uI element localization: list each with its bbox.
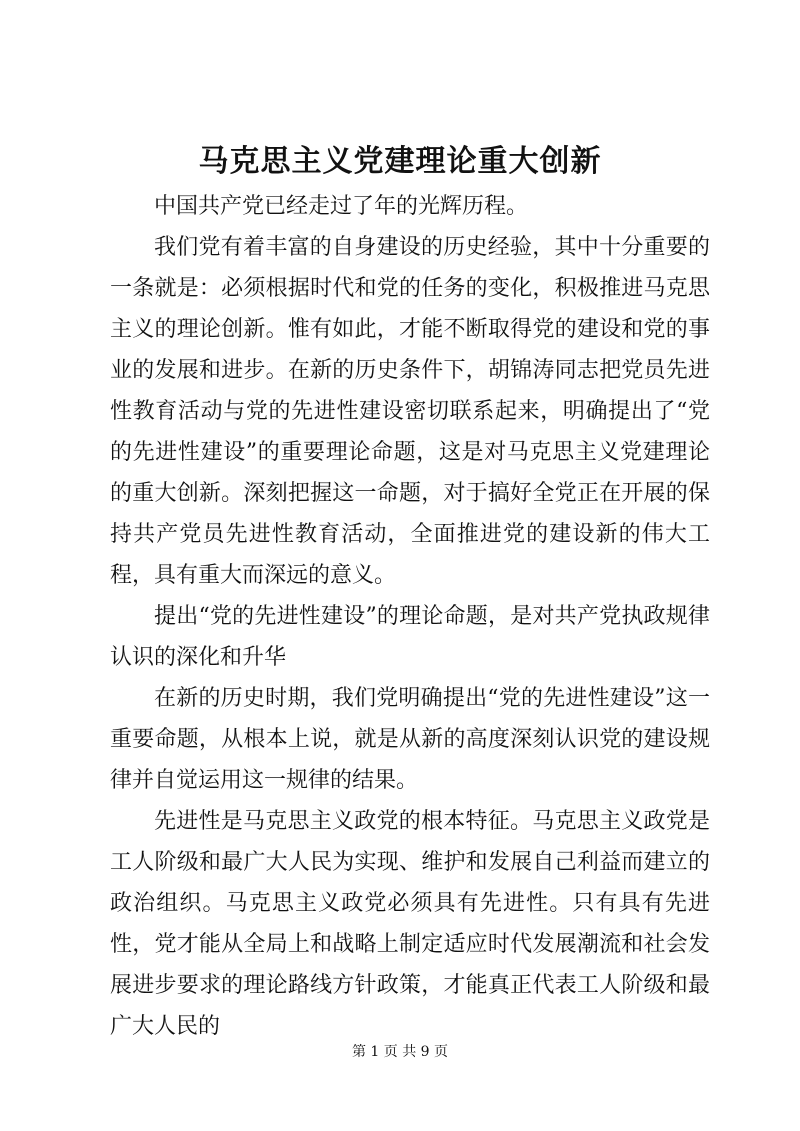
page-number-footer: 第 1 页 共 9 页 — [351, 1044, 449, 1060]
document-body — [110, 186, 710, 1047]
paragraph-3: 提出“党的先进性建设”的理论命题，是对共产党执政规律认识的深化和升华 — [110, 604, 710, 670]
paragraph-2: 我们党有着丰富的自身建设的历史经验，其中十分重要的一条就是：必须根据时代和党的任务的变化，积极推进马克思主义的理论创新。惟有如此，才能不断取得党的建设和党的事业的发展和进步。在新的历史条件下，胡锦涛同志把党员先进性教育活动与党的先进性建设密切联系起来，明确提出了“党的先进性建设”的重要理论命题，这是对马克思主义党建理论的重大创新。深刻把握这一命题，对于搞好全党正在开展的保持共产党员先进性教育活动，全面推进党的建设新的伟大工程，具有重大而深远的意义。 — [110, 235, 710, 588]
paragraph-4: 在新的历史时期，我们党明确提出“党的先进性建设”这一重要命题，从根本上说，就是从新的高度深刻认识党的建设规律并自觉运用这一规律的结果。 — [110, 686, 710, 793]
paragraph-5: 先进性是马克思主义政党的根本特征。马克思主义政党是工人阶级和最广大人民为实现、维护和发展自己利益而建立的政治组织。马克思主义政党必须具有先进性。只有具有先进性，党才能从全局上和战略上制定适应时代发展潮流和社会发展进步要求的理论路线方针政策，才能真正代表工人阶级和最广大人民的 — [110, 809, 710, 1039]
paragraph-1: 中国共产党已经走过了年的光辉历程。 — [154, 194, 529, 219]
document-title: 马克思主义党建理论重大创新 — [198, 144, 602, 179]
